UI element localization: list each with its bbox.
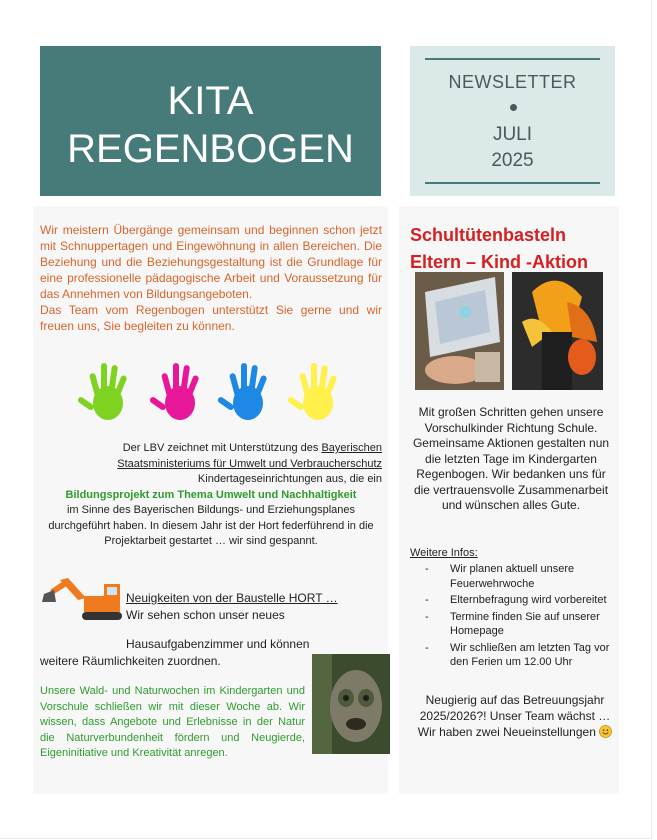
ministry-link[interactable]: Bayerischen Staatsministeriums für Umwelt und Verbraucherschutz xyxy=(117,442,382,470)
list-item xyxy=(425,593,615,608)
hand-yellow xyxy=(287,363,338,420)
list-item xyxy=(425,641,615,670)
heading-eltern-kind: Eltern – Kind -Aktion xyxy=(410,252,589,272)
lbv-text-3: im Sinne des Bayerischen Bildungs- und Erziehungsplanes durchgeführt haben. In diesem Jahr ist der Hort federführend in die Projektarbeit gestartet … wir sind gespannt. xyxy=(48,504,374,547)
closing-text xyxy=(410,692,620,740)
closing-message: Neugierig auf das Betreuungsjahr 2025/2026?! Unser Team wächst … Wir haben zwei Neueinstellungen xyxy=(417,693,611,739)
crafting-photo-2 xyxy=(512,272,603,390)
hand-green xyxy=(78,363,128,420)
intro-text xyxy=(40,222,382,334)
baustelle-section xyxy=(126,590,356,624)
lbv-text-1: Der LBV zeichnet mit Unterstützung des xyxy=(122,442,322,454)
lbv-section xyxy=(40,441,382,550)
heading-schultueten: Schultütenbasteln xyxy=(410,225,567,245)
hand-prints-icon xyxy=(78,355,358,430)
list-dash: - xyxy=(425,594,429,606)
right-heading xyxy=(410,222,625,276)
baustelle-line-2: Wir sehen schon unser neues xyxy=(126,608,285,622)
newsletter-year: 2025 xyxy=(491,150,534,171)
intro-paragraph-2: Das Team vom Regenbogen unterstützt Sie gerne und wir freuen uns, Sie begleiten zu können. xyxy=(40,303,382,333)
excavator-icon xyxy=(38,572,124,622)
infos-heading: Weitere Infos: xyxy=(410,547,478,559)
intro-paragraph-1: Wir meistern Übergänge gemeinsam und beginnen schon jetzt mit Schnuppertagen und Eingewöhnung in allen Bereichen. Die Beziehung und die Beziehungsgestaltung ist die Grundlage für eine professionelle pädagogische Arbeit und Voraussetzung für das Annehmen von Bildungsangeboten. xyxy=(40,223,382,301)
hand-blue xyxy=(217,363,268,420)
tree-face-photo xyxy=(312,654,390,754)
list-dash: - xyxy=(425,610,429,623)
list-dash: - xyxy=(425,563,429,575)
newsletter-month: JULI xyxy=(492,124,533,145)
list-item xyxy=(425,610,615,639)
baustelle-headline: Neuigkeiten von der Baustelle HORT … xyxy=(126,591,338,605)
baustelle-line-4: weitere Räumlichkeiten zuordnen. xyxy=(40,654,221,668)
list-item-text: Elternbefragung wird vorbereitet xyxy=(450,594,607,606)
infos-list xyxy=(425,562,615,672)
crafting-photo-1 xyxy=(415,272,504,390)
list-item xyxy=(425,562,615,591)
list-item-text: Termine finden Sie auf unserer Homepage xyxy=(450,610,600,637)
project-highlight: Bildungsprojekt zum Thema Umwelt und Nachhaltigkeit xyxy=(65,488,357,501)
title-banner xyxy=(40,46,381,196)
newsletter-label: NEWSLETTER xyxy=(448,72,577,92)
list-dash: - xyxy=(425,641,429,654)
hand-pink xyxy=(149,363,200,420)
list-item-text: Wir planen aktuell unsere Feuerwehrwoche xyxy=(450,563,575,590)
title-line-1: KITA xyxy=(167,79,254,123)
newsletter-box xyxy=(410,46,615,196)
wald-text: Unsere Wald- und Naturwochen im Kindergarten und Vorschule schließen wir mit dieser Woche ab. Wir wissen, dass Angebote und Erlebnisse in der Natur die Naturverbundenheit fördern und Neugierde, Eigeninitiative und Kreativität anregen. xyxy=(40,685,305,759)
baustelle-line-3: Hausaufgabenzimmer und können xyxy=(126,637,310,651)
bullet-dot xyxy=(510,104,517,111)
lbv-text-2: Kindertageseinrichtungen aus, die ein xyxy=(197,473,382,485)
title-line-2: REGENBOGEN xyxy=(67,127,354,171)
newsletter-rule-bottom xyxy=(425,182,600,184)
smiley-icon xyxy=(599,725,612,738)
newsletter-rule-top xyxy=(425,58,600,60)
schulkinder-text: Mit großen Schritten gehen unsere Vorschulkinder Richtung Schule. Gemeinsame Aktionen gestalten nun die letzten Tage im Kindergarten Regenbogen. Wir bedanken uns für die vertrauensvolle Zusammenarbeit und wünschen alles Gute. xyxy=(412,405,610,512)
list-item-text: Wir schließen am letzten Tag vor den Ferien um 12.00 Uhr xyxy=(450,641,610,668)
